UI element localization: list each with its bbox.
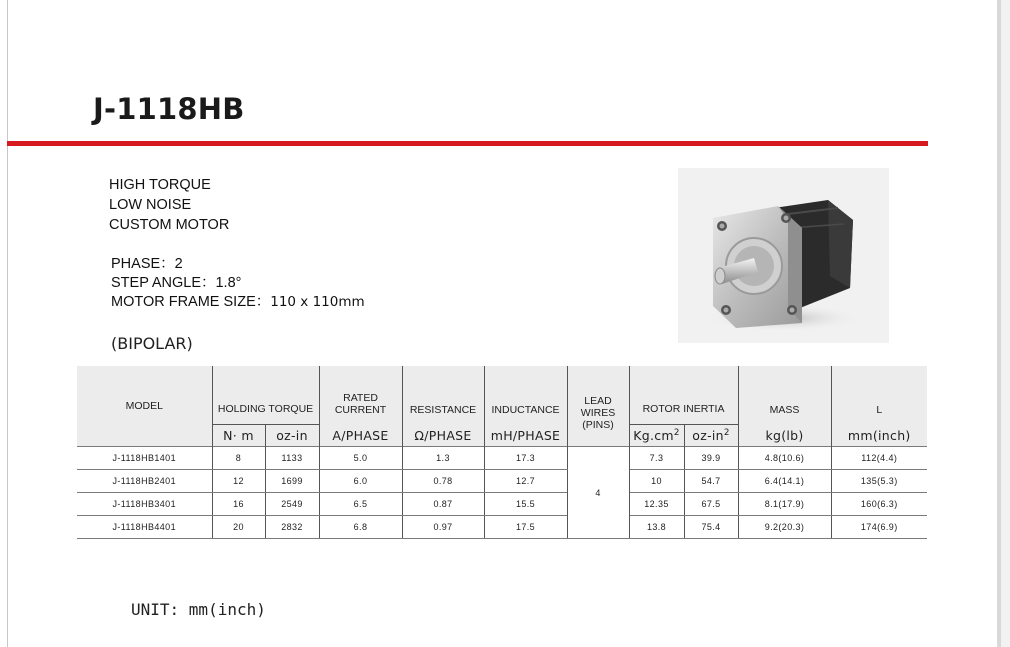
resistance-cell: 0.78 — [402, 470, 484, 493]
current-cell: 6.5 — [319, 493, 402, 516]
torque-ozin-cell: 1133 — [265, 447, 319, 470]
col-resistance-header: RESISTANCE — [402, 366, 484, 425]
torque-nm-cell: 16 — [212, 493, 265, 516]
table-row — [77, 516, 927, 539]
feature-item: LOW NOISE — [109, 197, 192, 213]
model-cell: J-1118HB1401 — [77, 447, 212, 470]
unit-inertia-ozin2: $oz-in^2$ — [684, 425, 738, 447]
phase-spec: PHASE：2 — [111, 256, 183, 272]
feature-item: CUSTOM MOTOR — [109, 217, 230, 233]
unit-nm: N· m — [212, 425, 265, 447]
unit-current: A/PHASE — [319, 425, 402, 447]
stepper-motor-image — [678, 168, 889, 343]
torque-nm-cell: 8 — [212, 447, 265, 470]
mass-cell: 9.2(20.3) — [738, 516, 831, 539]
inertia-oz-cell: 39.9 — [684, 447, 738, 470]
unit-length: mm(inch) — [831, 425, 927, 447]
inertia-oz-cell: 67.5 — [684, 493, 738, 516]
lead-wires-subtitle: (PINS) — [582, 419, 614, 431]
frame-size-value: 110 x 110mm — [270, 294, 365, 310]
inductance-cell: 17.5 — [484, 516, 567, 539]
torque-ozin-cell: 2832 — [265, 516, 319, 539]
inertia-oz-cell: 75.4 — [684, 516, 738, 539]
col-inductance-header: INDUCTANCE — [484, 366, 567, 425]
mass-cell: 4.8(10.6) — [738, 447, 831, 470]
spec-list — [111, 255, 365, 312]
current-cell: 5.0 — [319, 447, 402, 470]
torque-ozin-cell: 1699 — [265, 470, 319, 493]
current-cell: 6.0 — [319, 470, 402, 493]
col-model-header: MODEL — [77, 366, 212, 447]
resistance-cell: 1.3 — [402, 447, 484, 470]
current-cell: 6.8 — [319, 516, 402, 539]
mass-cell: 6.4(14.1) — [738, 470, 831, 493]
inertia-kg-cell: 7.3 — [629, 447, 684, 470]
length-cell: 160(6.3) — [831, 493, 927, 516]
unit-inductance: mH/PHASE — [484, 425, 567, 447]
frame-size-label: MOTOR FRAME SIZE： — [111, 294, 271, 310]
torque-ozin-cell: 2549 — [265, 493, 319, 516]
length-cell: 135(5.3) — [831, 470, 927, 493]
table-row — [77, 493, 927, 516]
resistance-cell: 0.97 — [402, 516, 484, 539]
lead-wires-cell: 4 — [567, 447, 629, 539]
motor-photo — [678, 168, 889, 343]
col-length-header: L — [831, 366, 927, 425]
length-cell: 174(6.9) — [831, 516, 927, 539]
table-row — [77, 447, 927, 470]
torque-nm-cell: 20 — [212, 516, 265, 539]
unit-ozin: oz-in — [265, 425, 319, 447]
winding-type: (BIPOLAR) — [111, 334, 193, 353]
col-rated-current-header: RATED CURRENT — [319, 366, 402, 425]
spec-table — [77, 366, 927, 539]
col-holding-torque-header: HOLDING TORQUE — [212, 366, 319, 425]
unit-mass: kg(lb) — [738, 425, 831, 447]
feature-list — [109, 175, 229, 235]
mass-cell: 8.1(17.9) — [738, 493, 831, 516]
length-cell: 112(4.4) — [831, 447, 927, 470]
unit-inertia-kgcm2: $Kg.cm^2$ — [629, 425, 684, 447]
inductance-cell: 12.7 — [484, 470, 567, 493]
model-cell: J-1118HB3401 — [77, 493, 212, 516]
unit-resistance: Ω/PHASE — [402, 425, 484, 447]
page-right-gutter — [1001, 0, 1010, 647]
table-row — [77, 470, 927, 493]
product-title: J-1118HB — [93, 92, 245, 126]
page-left-border — [7, 0, 8, 647]
lead-wires-title: LEAD WIRES — [580, 395, 616, 419]
inertia-kg-cell: 10 — [629, 470, 684, 493]
torque-nm-cell: 12 — [212, 470, 265, 493]
model-cell: J-1118HB4401 — [77, 516, 212, 539]
step-angle-spec: STEP ANGLE：1.8° — [111, 275, 242, 291]
col-rotor-inertia-header: ROTOR INERTIA — [629, 366, 738, 425]
inertia-oz-cell: 54.7 — [684, 470, 738, 493]
model-cell: J-1118HB2401 — [77, 470, 212, 493]
unit-note: UNIT: mm(inch) — [131, 600, 266, 619]
feature-item: HIGH TORQUE — [109, 177, 211, 193]
title-divider — [7, 141, 928, 146]
col-mass-header: MASS — [738, 366, 831, 425]
inertia-kg-cell: 13.8 — [629, 516, 684, 539]
inductance-cell: 17.3 — [484, 447, 567, 470]
resistance-cell: 0.87 — [402, 493, 484, 516]
inertia-kg-cell: 12.35 — [629, 493, 684, 516]
inductance-cell: 15.5 — [484, 493, 567, 516]
frame-size-spec — [111, 293, 365, 312]
col-lead-wires-header — [567, 366, 629, 447]
